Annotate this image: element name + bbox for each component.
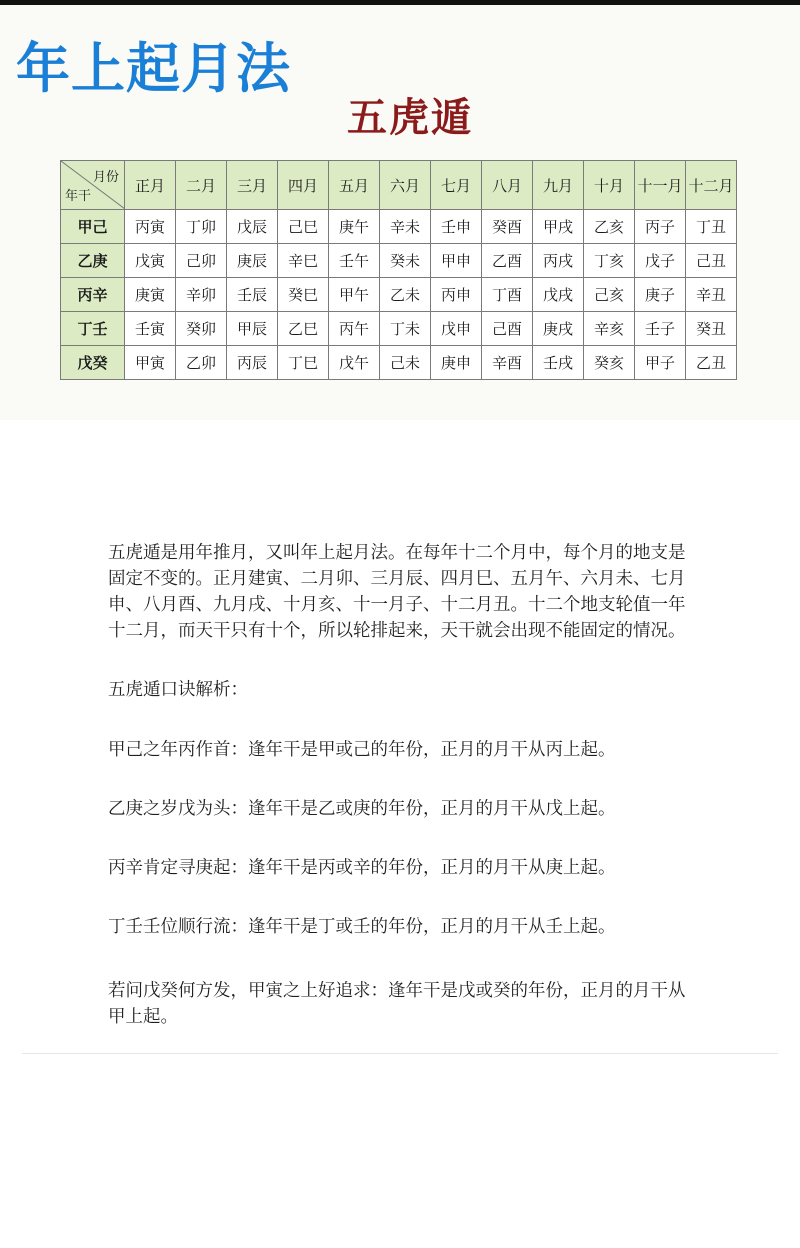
table-cell: 辛卯 xyxy=(176,278,227,312)
table-row xyxy=(61,244,737,278)
month-header: 十二月 xyxy=(686,161,737,210)
table-cell: 壬戌 xyxy=(533,346,584,380)
table-cell: 癸丑 xyxy=(686,312,737,346)
table-cell: 庚午 xyxy=(329,210,380,244)
month-header: 四月 xyxy=(278,161,329,210)
month-header: 七月 xyxy=(431,161,482,210)
table-row xyxy=(61,210,737,244)
table-cell: 丁巳 xyxy=(278,346,329,380)
article-body xyxy=(108,540,776,1027)
table-cell: 甲申 xyxy=(431,244,482,278)
table-cell: 辛未 xyxy=(380,210,431,244)
mnemonic-paragraph xyxy=(108,978,686,1030)
table-cell: 丁卯 xyxy=(176,210,227,244)
section-heading: 五虎遁口诀解析： xyxy=(108,680,248,700)
table-cell: 己丑 xyxy=(686,244,737,278)
table-corner-cell xyxy=(61,161,125,210)
month-header: 三月 xyxy=(227,161,278,210)
month-header: 九月 xyxy=(533,161,584,210)
table-cell: 乙亥 xyxy=(584,210,635,244)
table-cell: 辛亥 xyxy=(584,312,635,346)
table-cell: 乙未 xyxy=(380,278,431,312)
mnemonic-line: 丙辛肯定寻庚起：逢年干是丙或辛的年份，正月的月干从庚上起。 xyxy=(108,858,616,878)
month-header: 八月 xyxy=(482,161,533,210)
paragraph-line: 固定不变的。正月建寅、二月卯、三月辰、四月巳、五月午、六月未、七月 xyxy=(108,569,686,589)
paragraph-line: 五虎遁是用年推月，又叫年上起月法。在每年十二个月中，每个月的地支是 xyxy=(108,543,686,563)
table-cell: 己巳 xyxy=(278,210,329,244)
month-header: 二月 xyxy=(176,161,227,210)
paragraph-line: 申、八月酉、九月戌、十月亥、十一月子、十二月丑。十二个地支轮值一年 xyxy=(108,595,686,615)
paragraph-line: 十二月，而天干只有十个，所以轮排起来，天干就会出现不能固定的情况。 xyxy=(108,621,686,641)
mnemonic-line: 丁壬壬位顺行流：逢年干是丁或壬的年份，正月的月干从壬上起。 xyxy=(108,917,616,937)
month-header: 正月 xyxy=(125,161,176,210)
paragraph-line: 若问戊癸何方发，甲寅之上好追求：逢年干是戊或癸的年份，正月的月干从 xyxy=(108,981,686,1001)
table-cell: 甲子 xyxy=(635,346,686,380)
year-stem-label: 甲己 xyxy=(61,210,125,244)
table-cell: 戊辰 xyxy=(227,210,278,244)
table-cell: 乙丑 xyxy=(686,346,737,380)
month-header: 五月 xyxy=(329,161,380,210)
table-cell: 庚辰 xyxy=(227,244,278,278)
table-cell: 辛丑 xyxy=(686,278,737,312)
table-cell: 庚子 xyxy=(635,278,686,312)
table-cell: 戊戌 xyxy=(533,278,584,312)
table-cell: 辛酉 xyxy=(482,346,533,380)
table-cell: 丙申 xyxy=(431,278,482,312)
table-cell: 戊午 xyxy=(329,346,380,380)
table-cell: 丙子 xyxy=(635,210,686,244)
month-header: 六月 xyxy=(380,161,431,210)
table-cell: 丁丑 xyxy=(686,210,737,244)
intro-paragraph xyxy=(108,540,776,644)
table-cell: 辛巳 xyxy=(278,244,329,278)
year-stem-label: 乙庚 xyxy=(61,244,125,278)
month-header: 十一月 xyxy=(635,161,686,210)
table-cell: 己未 xyxy=(380,346,431,380)
table-cell: 丙辰 xyxy=(227,346,278,380)
table-cell: 丙戌 xyxy=(533,244,584,278)
month-header: 十月 xyxy=(584,161,635,210)
table-cell: 癸酉 xyxy=(482,210,533,244)
table-cell: 己卯 xyxy=(176,244,227,278)
year-stem-label: 丙辛 xyxy=(61,278,125,312)
table-cell: 戊子 xyxy=(635,244,686,278)
table-cell: 癸巳 xyxy=(278,278,329,312)
table-row xyxy=(61,278,737,312)
table-cell: 丁未 xyxy=(380,312,431,346)
table-cell: 甲午 xyxy=(329,278,380,312)
table-header-row xyxy=(61,161,737,210)
bottom-divider xyxy=(22,1053,778,1054)
table-cell: 壬子 xyxy=(635,312,686,346)
table-title: 五虎遁 xyxy=(347,94,473,141)
table-row xyxy=(61,346,737,380)
corner-label-month: 月份 xyxy=(92,170,119,185)
table-cell: 癸卯 xyxy=(176,312,227,346)
table-cell: 壬寅 xyxy=(125,312,176,346)
table-cell: 乙酉 xyxy=(482,244,533,278)
table-cell: 己亥 xyxy=(584,278,635,312)
table-cell: 庚申 xyxy=(431,346,482,380)
page-title: 年上起月法 xyxy=(16,37,291,100)
year-stem-label: 戊癸 xyxy=(61,346,125,380)
mnemonic-line: 甲己之年丙作首：逢年干是甲或己的年份，正月的月干从丙上起。 xyxy=(108,740,616,760)
year-stem-label: 丁壬 xyxy=(61,312,125,346)
month-table xyxy=(60,160,737,380)
table-cell: 壬申 xyxy=(431,210,482,244)
table-cell: 甲辰 xyxy=(227,312,278,346)
table-cell: 癸未 xyxy=(380,244,431,278)
table-cell: 己酉 xyxy=(482,312,533,346)
table-cell: 戊申 xyxy=(431,312,482,346)
table-cell: 庚寅 xyxy=(125,278,176,312)
table-cell: 庚戌 xyxy=(533,312,584,346)
corner-label-year-stem: 年干 xyxy=(65,189,92,204)
table-cell: 乙巳 xyxy=(278,312,329,346)
mnemonic-line: 乙庚之岁戊为头：逢年干是乙或庚的年份，正月的月干从戊上起。 xyxy=(108,799,616,819)
table-cell: 丁酉 xyxy=(482,278,533,312)
table-cell: 丙寅 xyxy=(125,210,176,244)
table-cell: 癸亥 xyxy=(584,346,635,380)
table-cell: 戊寅 xyxy=(125,244,176,278)
table-cell: 丙午 xyxy=(329,312,380,346)
table-cell: 乙卯 xyxy=(176,346,227,380)
table-cell: 甲戌 xyxy=(533,210,584,244)
paragraph-line: 甲上起。 xyxy=(108,1007,178,1027)
table-row xyxy=(61,312,737,346)
table-cell: 甲寅 xyxy=(125,346,176,380)
table-cell: 壬午 xyxy=(329,244,380,278)
table-cell: 丁亥 xyxy=(584,244,635,278)
table-cell: 壬辰 xyxy=(227,278,278,312)
